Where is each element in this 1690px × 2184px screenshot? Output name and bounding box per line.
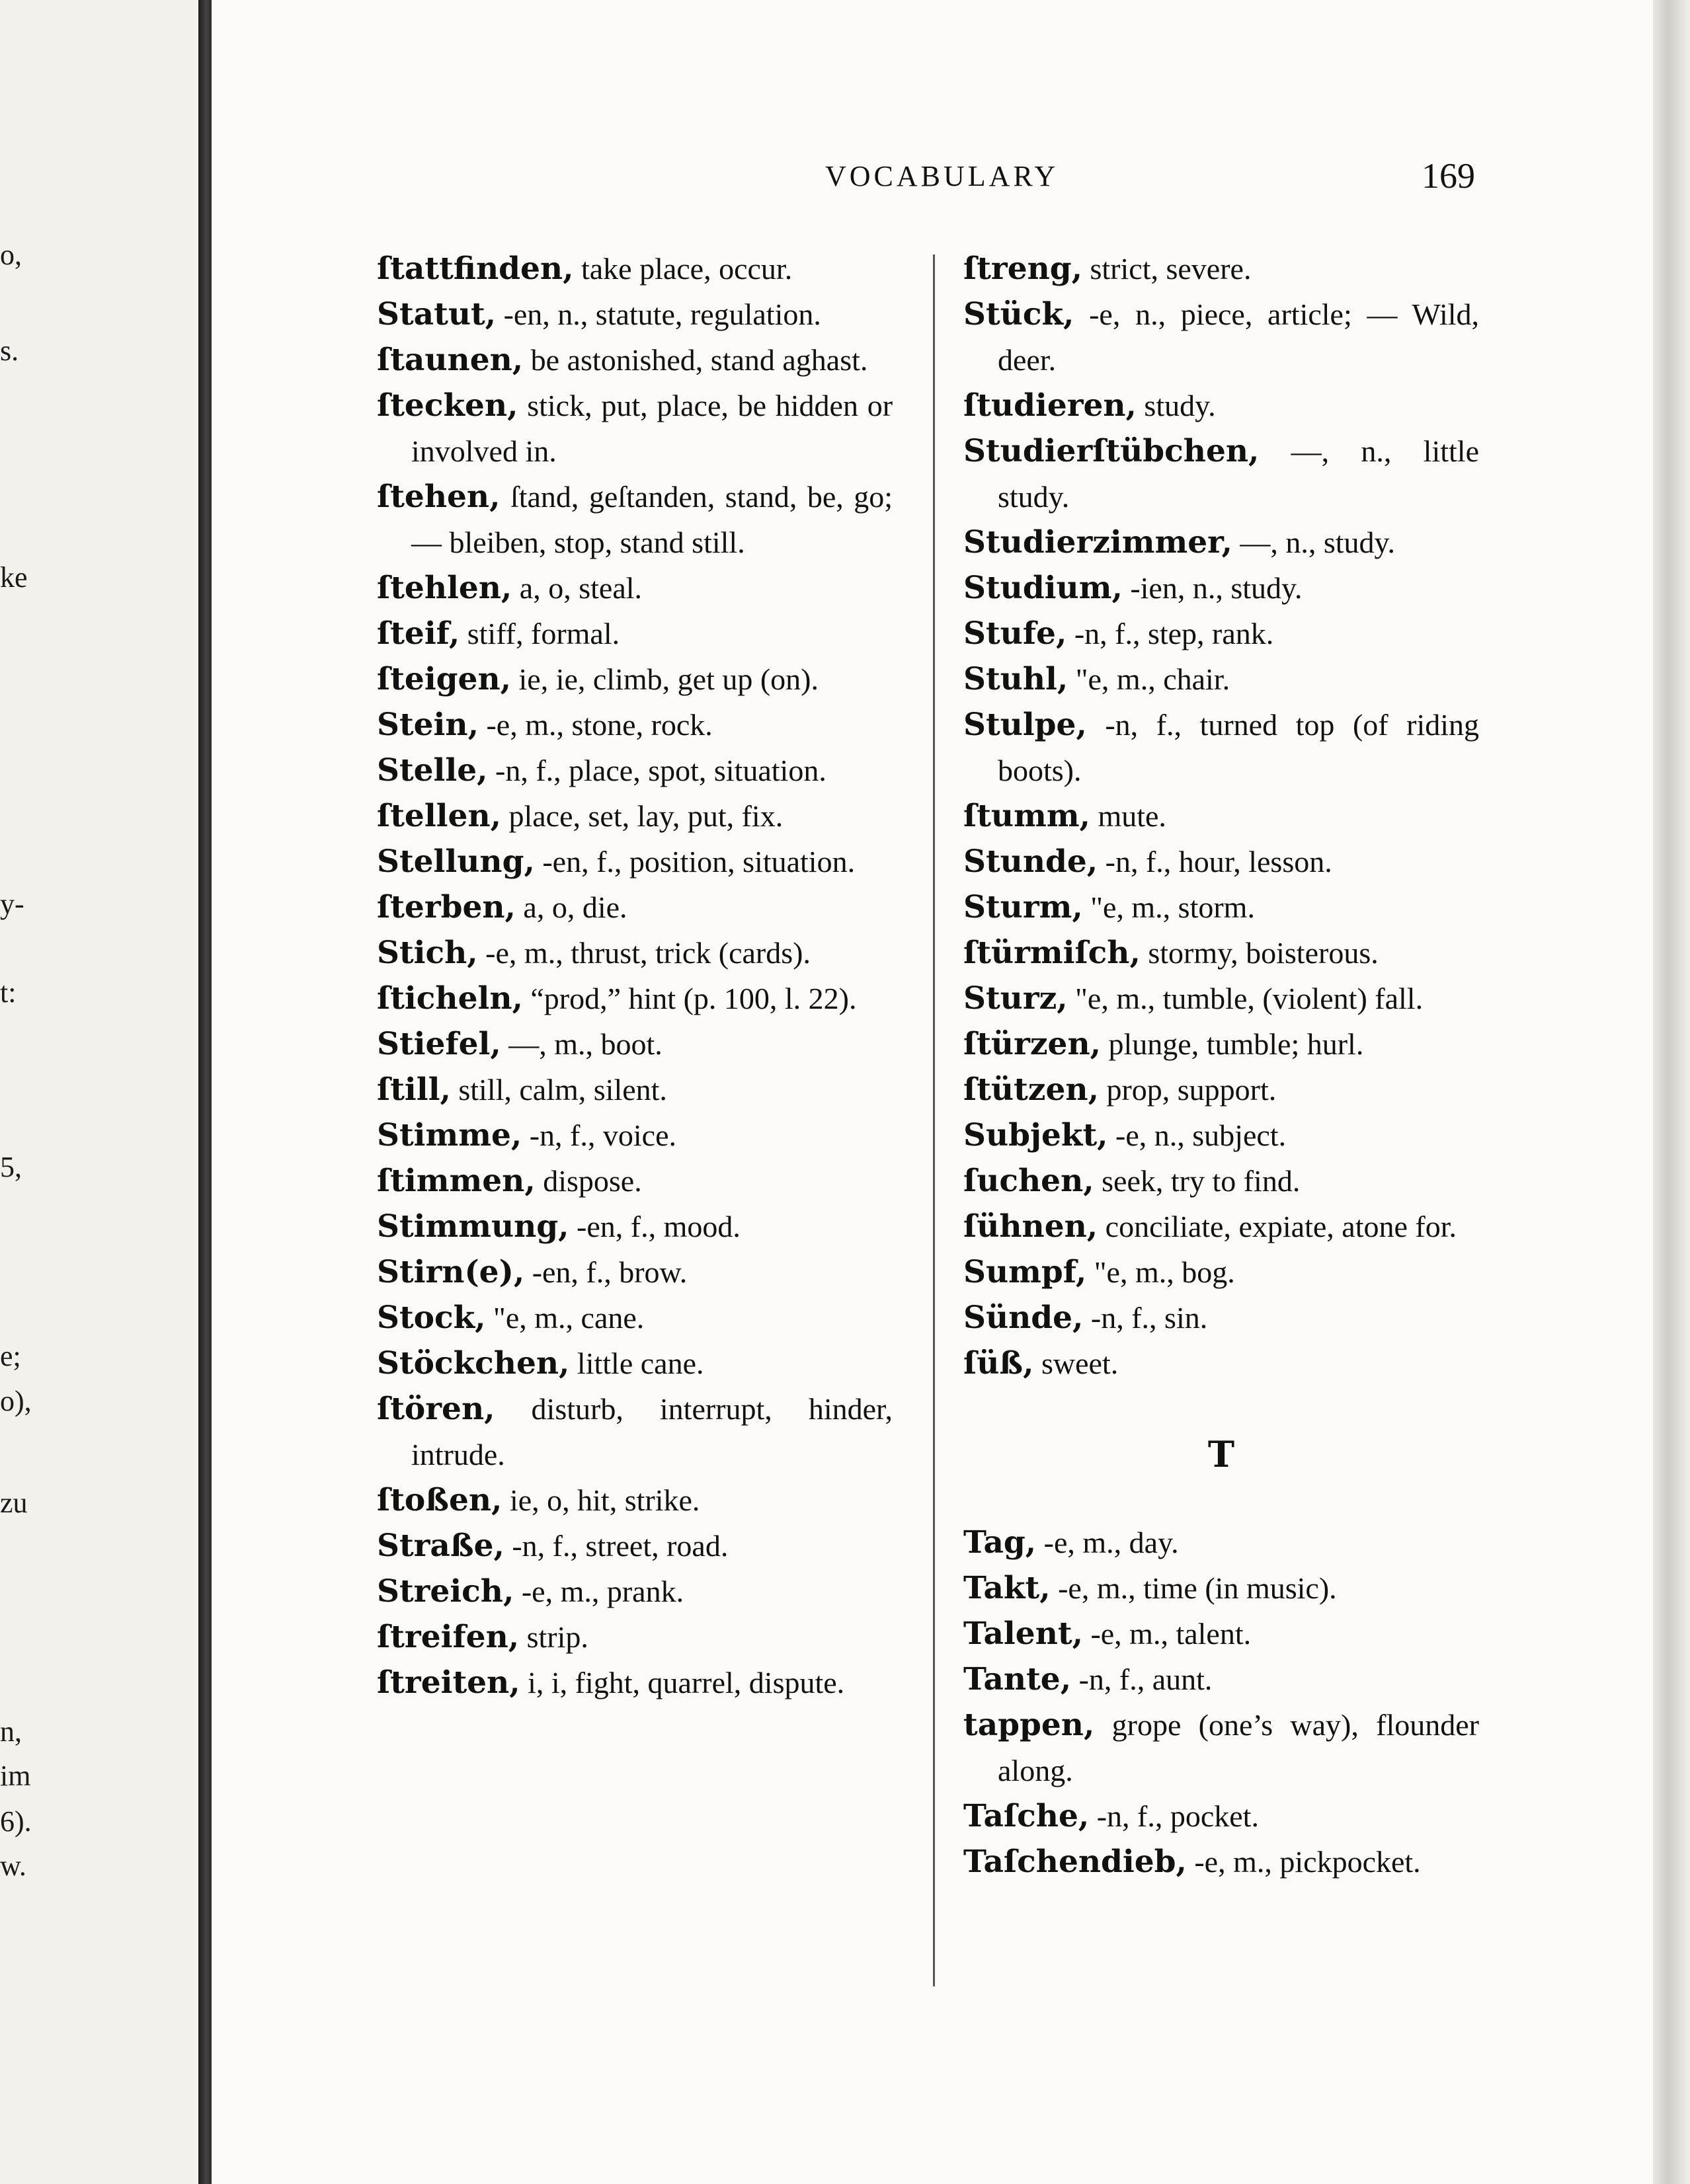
vocab-entry (963, 930, 1479, 976)
headword: Studierſtübchen, (963, 433, 1260, 469)
headword: Stulpe, (963, 707, 1087, 743)
definition: "e, m., chair. (1075, 662, 1230, 696)
definition: -n, f., voice. (529, 1118, 676, 1152)
previous-page-fragment: s. (0, 334, 19, 367)
definition: take place, occur. (581, 252, 793, 286)
left-column (377, 246, 893, 1705)
definition: -e, m., day. (1043, 1526, 1179, 1559)
previous-page-fragment: zu (0, 1487, 28, 1519)
vocab-entry (377, 793, 893, 839)
previous-page-fragment: y- (0, 888, 24, 920)
vocab-entry (963, 884, 1479, 930)
definition: ie, ie, climb, get up (on). (518, 662, 819, 696)
definition: -e, m., stone, rock. (486, 708, 713, 742)
headword: Stimmung, (377, 1208, 569, 1245)
definition: little cane. (577, 1346, 704, 1380)
headword: ſticheln, (377, 980, 523, 1017)
headword: Stuhl, (963, 661, 1068, 697)
definition: "e, m., storm. (1090, 890, 1255, 924)
vocab-entry (377, 337, 893, 383)
vocab-entry (377, 1021, 893, 1067)
headword: ſtecken, (377, 387, 518, 424)
vocab-entry (963, 702, 1479, 793)
headword: ſühnen, (963, 1208, 1098, 1245)
vocab-entry (377, 1341, 893, 1386)
vocab-entry (377, 292, 893, 337)
definition: -e, m., thrust, trick (cards). (485, 936, 811, 970)
vocab-entry (963, 1021, 1479, 1067)
definition: -ien, n., study. (1130, 571, 1303, 605)
definition: —, n., little study. (998, 434, 1480, 514)
headword: ſtellen, (377, 798, 501, 834)
vocab-entry (377, 839, 893, 884)
vocab-entry (963, 383, 1479, 428)
headword: Stellung, (377, 843, 535, 880)
definition: i, i, fight, quarrel, dispute. (528, 1666, 845, 1699)
headword: ſterben, (377, 889, 516, 925)
definition: ie, o, hit, strike. (509, 1483, 700, 1517)
headword: tappen, (963, 1707, 1095, 1743)
headword: Stöckchen, (377, 1345, 570, 1382)
definition: "e, m., cane. (493, 1301, 645, 1335)
headword: Taſchendieb, (963, 1844, 1187, 1880)
headword: Talent, (963, 1616, 1083, 1652)
vocab-entry (963, 656, 1479, 702)
section-letter-t: T (1207, 1433, 1235, 1475)
vocab-entry (963, 428, 1479, 520)
headword: Stufe, (963, 615, 1067, 652)
right-column (963, 246, 1479, 1885)
definition: still, calm, silent. (458, 1073, 667, 1107)
headword: ſtreng, (963, 251, 1082, 287)
definition: disturb, interrupt, hinder, intrude. (411, 1392, 893, 1471)
vocab-entry (963, 1295, 1479, 1341)
definition: -n, f., sin. (1090, 1301, 1208, 1335)
page-stack-edge (1653, 0, 1690, 2184)
headword: Streich, (377, 1573, 514, 1610)
headword: Straße, (377, 1528, 504, 1564)
definition: -e, m., prank. (521, 1575, 684, 1608)
vocabulary-page (212, 0, 1653, 2184)
definition: sweet. (1041, 1346, 1119, 1380)
headword: Stunde, (963, 843, 1098, 880)
headword: ſtattfinden, (377, 251, 574, 287)
vocab-entry (963, 1611, 1479, 1657)
headword: ſtimmen, (377, 1163, 536, 1199)
vocab-entry (377, 383, 893, 474)
vocab-entry (377, 246, 893, 292)
definition: —, n., study. (1240, 526, 1396, 559)
previous-page-fragment: e; (0, 1340, 21, 1372)
vocab-entry (377, 656, 893, 702)
headword: ſtumm, (963, 798, 1090, 834)
headword: ſtützen, (963, 1072, 1099, 1108)
vocab-entry (377, 565, 893, 611)
vocab-entry (377, 474, 893, 565)
vocab-entry (377, 1477, 893, 1523)
definition: seek, try to find. (1102, 1164, 1301, 1198)
headword: ſtaunen, (377, 342, 524, 378)
definition: -e, n., subject. (1115, 1118, 1287, 1152)
headword: Studierzimmer, (963, 524, 1232, 561)
headword: ſtürmiſch, (963, 935, 1141, 971)
definition: -n, f., step, rank. (1074, 617, 1274, 650)
previous-page-fragment: t: (0, 976, 17, 1009)
vocab-entry (377, 1614, 893, 1660)
headword: Takt, (963, 1570, 1051, 1606)
definition: —, m., boot. (508, 1027, 663, 1061)
section-t-entries (963, 1520, 1479, 1885)
headword: Stück, (963, 296, 1074, 332)
definition: prop, support. (1106, 1073, 1277, 1107)
headword: Stein, (377, 707, 479, 743)
headword: Sturz, (963, 980, 1068, 1017)
previous-page-fragment: im (0, 1760, 31, 1792)
headword: ſüß, (963, 1345, 1034, 1382)
vocab-entry (377, 976, 893, 1021)
vocab-entry (963, 1158, 1479, 1204)
previous-page-fragment: n, (0, 1715, 22, 1748)
vocab-entry (963, 292, 1479, 383)
definition: strip. (526, 1620, 588, 1654)
definition: a, o, die. (523, 890, 627, 924)
headword: ſteif, (377, 615, 460, 652)
headword: Studium, (963, 570, 1123, 606)
vocab-entry (963, 246, 1479, 292)
headword: Stiefel, (377, 1026, 501, 1062)
definition: -n, f., pocket. (1096, 1799, 1259, 1833)
headword: ſteigen, (377, 661, 511, 697)
previous-page-fragment: w. (0, 1850, 26, 1882)
definition: -en, f., position, situation. (542, 845, 856, 878)
headword: Statut, (377, 296, 497, 332)
definition: -en, n., statute, regulation. (503, 297, 821, 331)
definition: place, set, lay, put, fix. (508, 799, 784, 833)
headword: ſtreifen, (377, 1619, 520, 1655)
headword: Sünde, (963, 1300, 1084, 1336)
column-rule (933, 254, 935, 1986)
headword: ſtreiten, (377, 1664, 520, 1701)
headword: Stimme, (377, 1117, 522, 1153)
vocab-entry (963, 1520, 1479, 1565)
previous-page-fragment: 5, (0, 1151, 22, 1183)
definition: -n, f., hour, lesson. (1105, 845, 1332, 878)
definition: study. (1144, 389, 1216, 422)
definition: stiff, formal. (467, 617, 620, 650)
headword: Sumpf, (963, 1254, 1087, 1290)
vocab-entry (377, 611, 893, 656)
headword: Stirn(e), (377, 1254, 525, 1290)
definition: a, o, steal. (519, 571, 643, 605)
vocab-entry (963, 976, 1479, 1021)
page-number: 169 (1422, 156, 1475, 196)
vocab-entry (963, 611, 1479, 656)
vocab-entry (377, 1523, 893, 1569)
headword: Stock, (377, 1300, 486, 1336)
book-gutter (198, 0, 212, 2184)
vocab-entry (377, 1569, 893, 1614)
definition: “prod,” hint (p. 100, l. 22). (530, 982, 857, 1015)
definition: -e, m., time (in music). (1058, 1571, 1337, 1605)
vocab-entry (963, 1702, 1479, 1793)
definition: stormy, boisterous. (1148, 936, 1379, 970)
vocab-entry (963, 839, 1479, 884)
vocab-entry (963, 1249, 1479, 1295)
previous-page-edge (0, 0, 198, 2184)
vocab-entry (377, 748, 893, 793)
headword: Stelle, (377, 752, 488, 789)
vocab-entry (377, 1204, 893, 1249)
headword: ſtudieren, (963, 387, 1137, 424)
vocab-entry (377, 1386, 893, 1477)
vocab-entry (377, 1295, 893, 1341)
vocab-entry (963, 1839, 1479, 1885)
definition: -n, f., aunt. (1078, 1662, 1213, 1696)
definition: mute. (1098, 799, 1166, 833)
vocab-entry (377, 930, 893, 976)
vocab-entry (963, 1341, 1479, 1386)
definition: ſtand, geſtanden, stand, be, go; — bleiben, stop, stand still. (411, 480, 893, 559)
headword: ſtehen, (377, 479, 501, 515)
vocab-entry (963, 793, 1479, 839)
previous-page-fragment: o, (0, 239, 22, 271)
definition: conciliate, expiate, atone for. (1105, 1210, 1457, 1243)
headword: Tante, (963, 1661, 1072, 1697)
headword: ſtehlen, (377, 570, 512, 606)
vocab-entry (963, 1112, 1479, 1158)
vocab-entry (377, 1067, 893, 1112)
definition: -e, m., pickpocket. (1194, 1845, 1421, 1879)
vocab-entry (963, 520, 1479, 565)
headword: ſtoßen, (377, 1482, 503, 1518)
definition: -e, n., piece, article; — Wild, deer. (998, 297, 1480, 377)
vocab-entry (377, 884, 893, 930)
definition: strict, severe. (1090, 252, 1252, 286)
definition: -n, f., street, road. (512, 1529, 729, 1563)
vocab-entry (963, 1565, 1479, 1611)
vocab-entry (377, 1660, 893, 1705)
definition: plunge, tumble; hurl. (1108, 1027, 1364, 1061)
vocab-entry (377, 1158, 893, 1204)
definition: be astonished, stand aghast. (530, 343, 868, 377)
definition: grope (one’s way), flounder along. (998, 1708, 1479, 1787)
headword: Subjekt, (963, 1117, 1108, 1153)
vocab-entry (963, 1657, 1479, 1702)
definition: -n, f., place, spot, situation. (495, 754, 826, 787)
vocab-entry (377, 702, 893, 748)
headword: Tag, (963, 1524, 1037, 1561)
headword: ſuchen, (963, 1163, 1094, 1199)
definition: "e, m., tumble, (violent) fall. (1075, 982, 1424, 1015)
vocab-entry (377, 1249, 893, 1295)
definition: stick, put, place, be hidden or involved in. (411, 389, 893, 468)
headword: ſtürzen, (963, 1026, 1101, 1062)
definition: -e, m., talent. (1090, 1617, 1252, 1651)
vocab-entry (963, 1793, 1479, 1839)
definition: dispose. (543, 1164, 642, 1198)
previous-page-fragment: ke (0, 561, 28, 594)
definition: -n, f., turned top (of riding boots). (998, 708, 1480, 787)
previous-page-fragment: o), (0, 1385, 32, 1417)
headword: ſtill, (377, 1072, 451, 1108)
previous-page-fragment: 6). (0, 1805, 32, 1838)
page-header (212, 155, 1653, 202)
vocab-entry (963, 1204, 1479, 1249)
running-head: VOCABULARY (825, 160, 1059, 192)
definition: "e, m., bog. (1094, 1255, 1235, 1289)
vocab-entry (377, 1112, 893, 1158)
headword: Stich, (377, 935, 478, 971)
headword: Sturm, (963, 889, 1083, 925)
headword: Taſche, (963, 1798, 1090, 1834)
definition: -en, f., mood. (577, 1210, 741, 1243)
section-s-entries (963, 246, 1479, 1386)
vocab-entry (963, 565, 1479, 611)
definition: -en, f., brow. (532, 1255, 688, 1289)
headword: ſtören, (377, 1391, 495, 1427)
vocab-entry (963, 1067, 1479, 1112)
